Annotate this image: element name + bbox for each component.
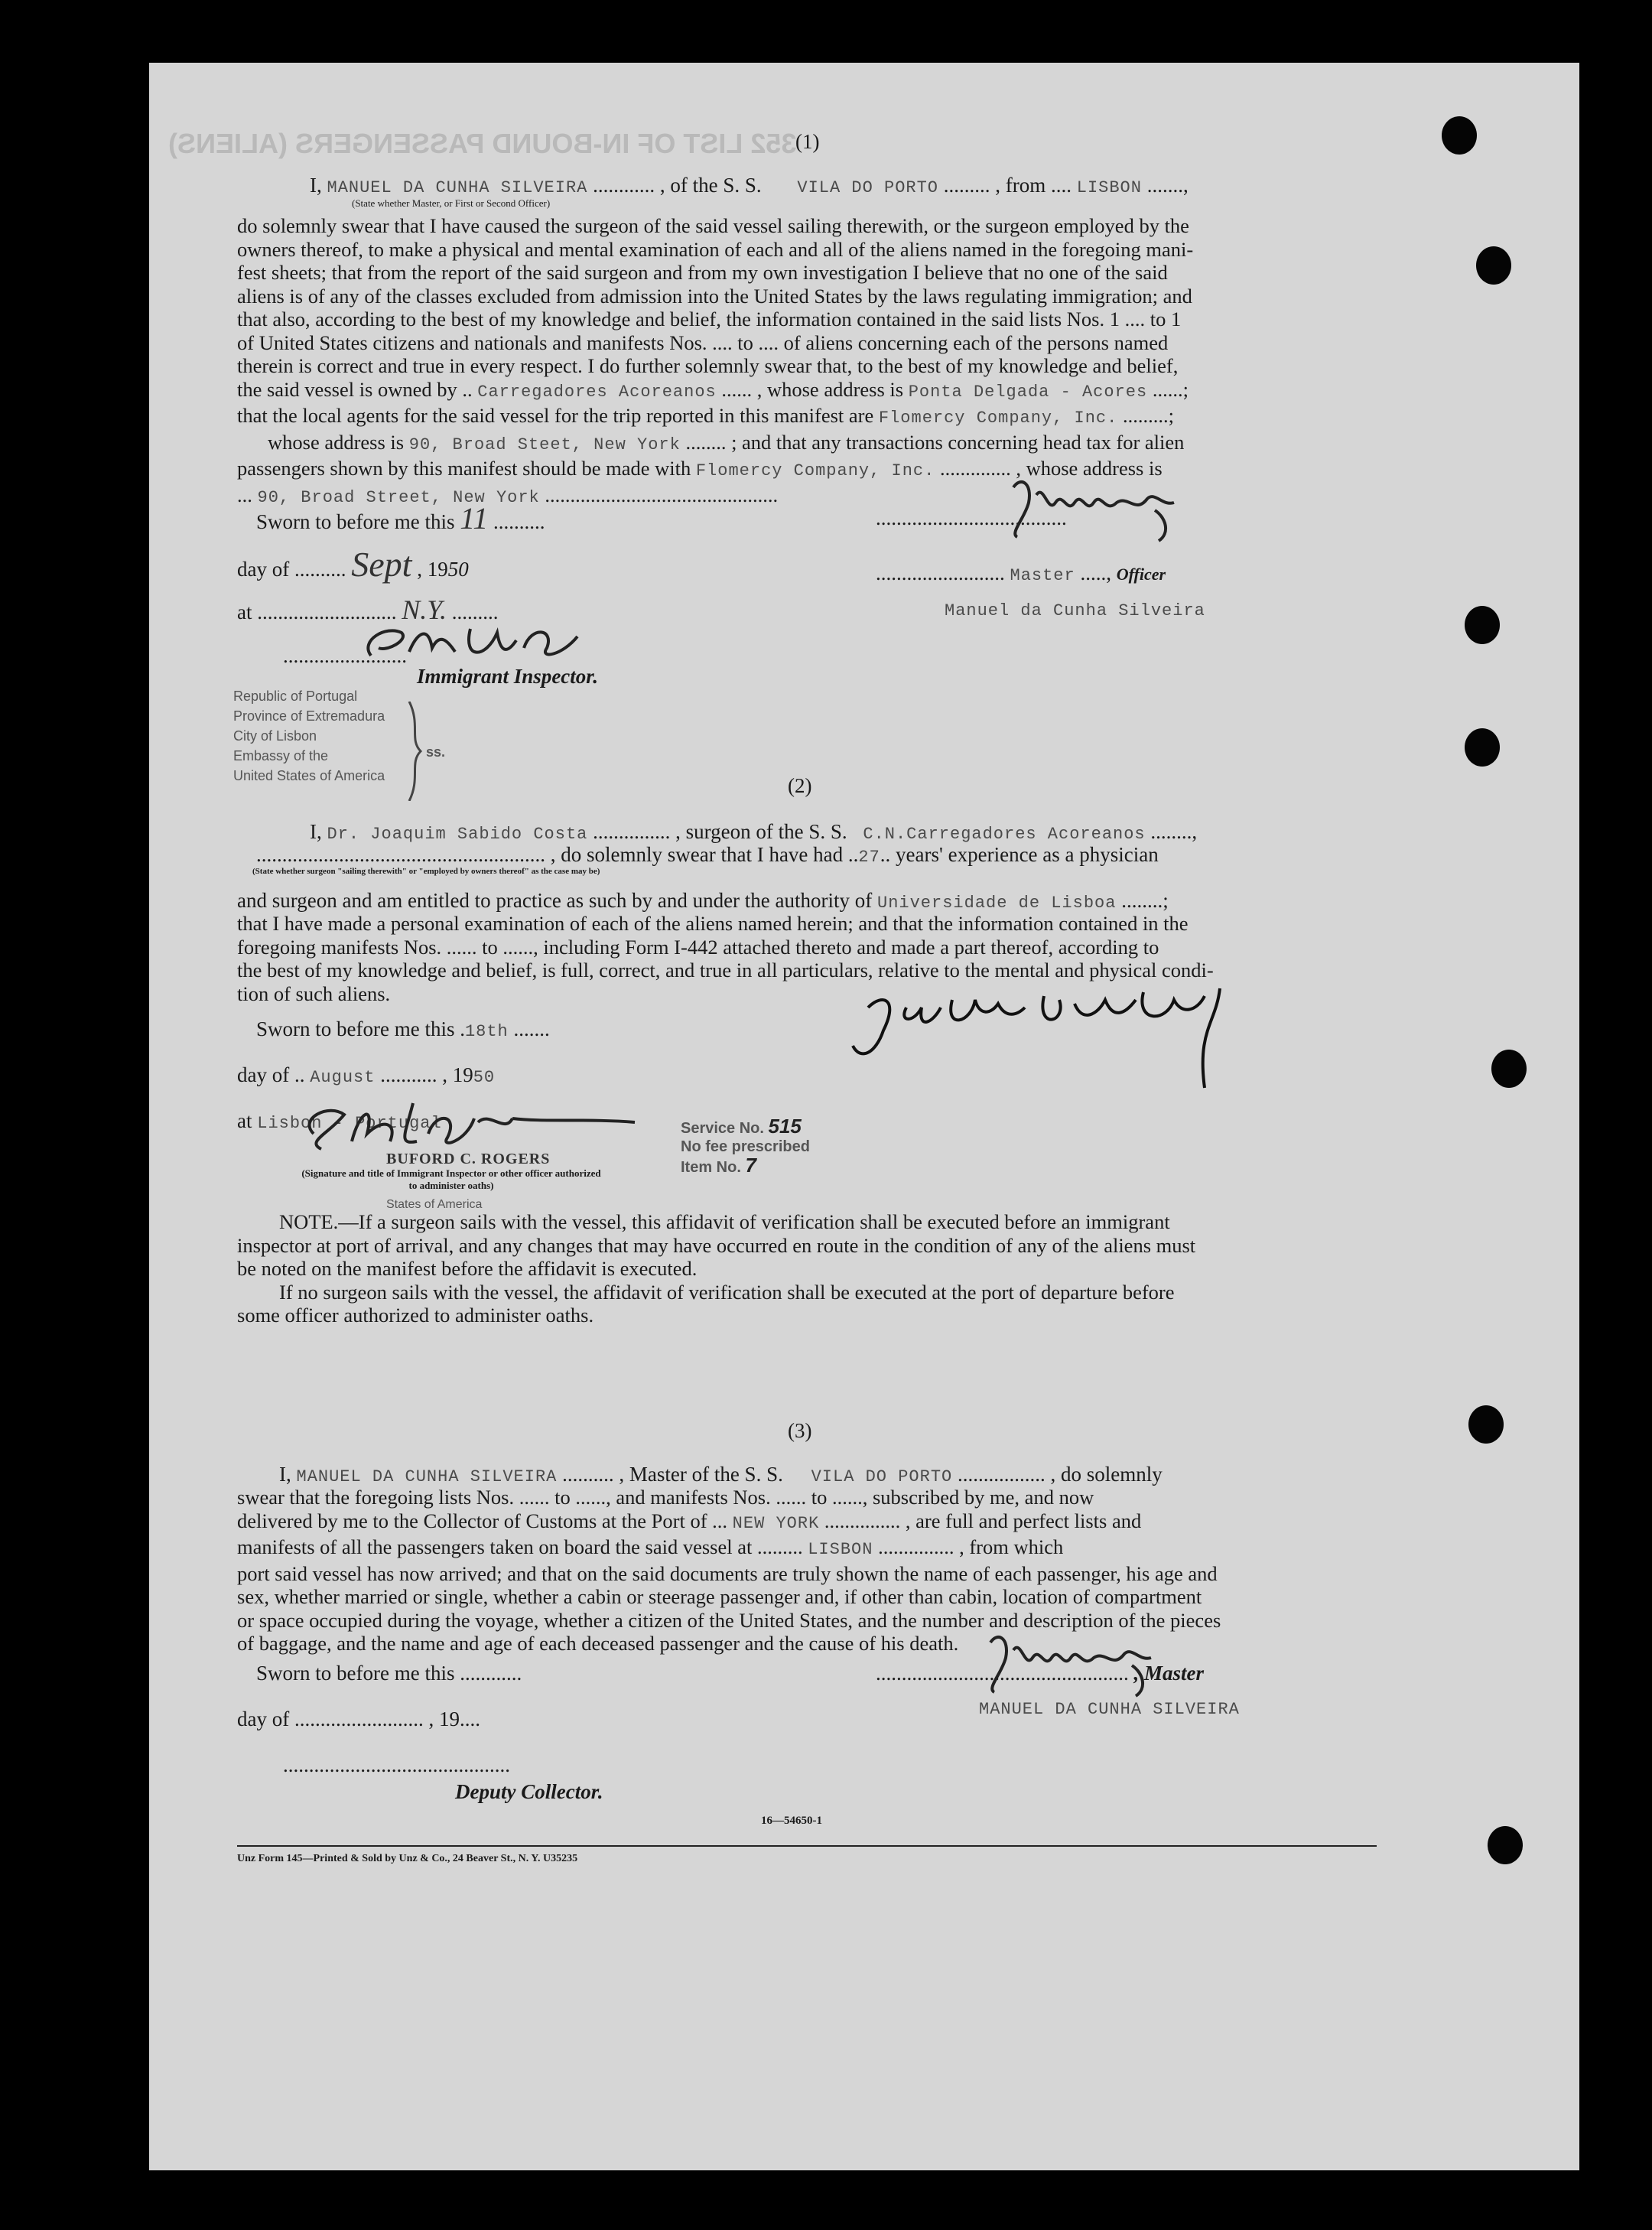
consul-name: BUFORD C. ROGERS bbox=[386, 1151, 551, 1167]
section-1-number: (1) bbox=[795, 130, 820, 153]
binder-hole bbox=[1442, 116, 1477, 155]
owner: Carregadores Acoreanos bbox=[477, 382, 717, 402]
form-code: 16—54650-1 bbox=[761, 1815, 822, 1827]
sec1-at: at ........................... N.Y. ......... bbox=[237, 594, 499, 625]
footer-rule bbox=[237, 1845, 1377, 1847]
consul-text: States of America bbox=[386, 1198, 483, 1211]
surgeon-state-note: (State whether surgeon "sailing therewith" or "employed by owners thereof" as the case may be) bbox=[252, 867, 600, 876]
sec2-body: that I have made a personal examination of each of the aliens named herein; and that the information contained in the foregoing manifests Nos. ...... to ......, including Form I-442 attached thereto and made a part thereof, according to the best of my knowledge and belief, is full, correct, and true in all particulars, relative to the mental and physical condi- tion of such aliens. bbox=[237, 912, 1214, 1005]
sec3-day-of: day of ......................... , 19.... bbox=[237, 1707, 480, 1730]
binder-hole bbox=[1468, 1405, 1504, 1444]
state-note: (State whether Master, or First or Second Officer) bbox=[352, 197, 551, 209]
surgeon-vessel: C.N.Carregadores Acoreanos bbox=[863, 825, 1146, 844]
sworn-place: N.Y. bbox=[402, 594, 447, 625]
sworn-day: 11 bbox=[460, 501, 489, 536]
surgeon-name: Dr. Joaquim Sabido Costa bbox=[327, 825, 588, 844]
sec1-day-of: day of .......... Sept , 1950 bbox=[237, 545, 469, 584]
surgeon-signature bbox=[837, 977, 1266, 1092]
sec3-sworn: Sworn to before me this ............ bbox=[256, 1662, 522, 1685]
master-signature-3 bbox=[979, 1627, 1163, 1700]
officer-dots: ..................................... bbox=[876, 506, 1067, 529]
stamp-bracket bbox=[405, 702, 428, 801]
binder-hole bbox=[1465, 728, 1500, 767]
agents: Flomercy Company, Inc. bbox=[878, 409, 1118, 428]
sec3-master-line: ................................................. , Master bbox=[876, 1662, 1205, 1685]
footer-text: Unz Form 145—Printed & Sold by Unz & Co., 24 Beaver St., N. Y. U35235 bbox=[237, 1853, 578, 1864]
head-tax-company: Flomercy Company, Inc. bbox=[695, 461, 935, 480]
officer-rank: Master bbox=[1010, 566, 1075, 585]
binder-hole bbox=[1476, 246, 1511, 285]
stamp-ss: ss. bbox=[426, 744, 446, 760]
sec2-sworn: Sworn to before me this .18th ....... bbox=[256, 1017, 550, 1041]
departure-port: LISBON bbox=[1076, 178, 1142, 197]
note-block: NOTE.—If a surgeon sails with the vessel, this affidavit of verification shall be executed before an immigrant inspector at port of arrival, and any changes that may have occurred en route in the condition of any of the aliens must be noted on the manifest before the affidavit is executed. If no surgeon sails with the vessel, the affidavit of verification shall be executed at the port of departure before some officer authorized to administer oaths. bbox=[237, 1210, 1196, 1327]
binder-hole bbox=[1488, 1826, 1523, 1864]
inspector-signature bbox=[356, 617, 600, 671]
arrival-port: NEW YORK bbox=[732, 1513, 820, 1533]
inspector-title: Immigrant Inspector. bbox=[417, 665, 599, 688]
sec3-master-name: MANUEL DA CUNHA SILVEIRA bbox=[296, 1467, 558, 1486]
sec2-sworn-day: 18th bbox=[464, 1022, 509, 1041]
sec1-inspector-line: ........................ bbox=[283, 644, 407, 667]
consul-signature-note: (Signature and title of Immigrant Inspector or other officer authorized to administer oaths) bbox=[301, 1167, 601, 1191]
officer-name: Manuel da Cunha Silveira bbox=[945, 601, 1205, 620]
vessel-name: VILA DO PORTO bbox=[797, 178, 939, 197]
sec2-at: at Lisbon - Portugal bbox=[237, 1109, 442, 1133]
authority: Universidade de Lisboa bbox=[877, 894, 1117, 913]
binder-hole bbox=[1491, 1050, 1527, 1088]
sec3-vessel: VILA DO PORTO bbox=[811, 1467, 953, 1486]
embassy-stamp: Republic of Portugal Province of Extremadura City of Lisbon Embassy of the United States of America bbox=[233, 689, 385, 783]
years-experience: 27 bbox=[858, 848, 880, 867]
section-2-number: (2) bbox=[788, 774, 812, 797]
officer-label: Officer bbox=[1116, 565, 1166, 584]
item-no: 7 bbox=[745, 1154, 756, 1177]
sec2-line-2: ........................................................ , do solemnly swear that I have had ..27.. years' experience as a physician bbox=[256, 843, 1159, 867]
service-no: 515 bbox=[768, 1115, 802, 1138]
no-fee: No fee prescribed bbox=[681, 1138, 810, 1155]
owner-address: Ponta Delgada - Acores bbox=[908, 382, 1148, 402]
section-3-number: (3) bbox=[788, 1419, 812, 1442]
sec2-place: Lisbon - Portugal bbox=[257, 1114, 442, 1133]
sec1-body: do solemnly swear that I have caused the surgeon of the said vessel sailing therewith, or the surgeon employed by the owners thereof, to make a physical and mental examination of each and all of the aliens named in the foregoing mani- fest sheets; that from the report of the said surgeon and from my own investigation I believe that no one of the said aliens is of any of the classes excluded from admission into the United States by the laws regulating immigration; and that also, according to the best of my knowledge and belief, the information contained in the said lists Nos. 1 .... to 1 of United States citizens and nationals and manifests Nos. .... to .... of aliens concerning each of the persons named therein is correct and true in every respect. I do further solemnly swear that, to the best of my knowledge and belief, the said vessel is owned by .. Carregadores Acoreanos ...... , whose address is Ponta Delgada - Acores ......; that the local agents for the said vessel for the trip reported in this manifest are Flomercy Company, Inc. .........; whose address is 90, Broad Steet, New York ........ ; and that any transactions concerning head tax for alien passengers shown by this manifest should be made with Flomercy Company, Inc. .............. , whose address is ... 90, Broad Street, New York .............................................. bbox=[237, 214, 1194, 507]
sec2-authority: and surgeon and am entitled to practice as such by and under the authority of Universidade de Lisboa ........; bbox=[237, 889, 1169, 913]
agents-address: 90, Broad Steet, New York bbox=[408, 435, 681, 454]
master-signature-1 bbox=[1002, 472, 1185, 545]
sec2-line-1: I, Dr. Joaquim Sabido Costa ............... , surgeon of the S. S. C.N.Carregadores Acoreanos ........, bbox=[310, 820, 1198, 844]
sec3-body: swear that the foregoing lists Nos. ...... to ......, and manifests Nos. ...... to ......, subscribed by me, and now delivered by me to the Collector of Customs at the Port of ... NEW YORK ............... , are full and perfect lists and manifests of all the passengers taken on board the said vessel at ......... LISBON ............... , from which port said vessel has now arrived; and that on the said documents are truly shown the name of each passenger, his age and sex, whether married or single, whether a cabin or steerage passenger and, if other than cabin, location of compartment or space occupied during the voyage, whether a citizen of the United States, and the number and description of the pieces of baggage, and the name and age of each deceased passenger and the cause of his death. bbox=[237, 1486, 1221, 1655]
head-tax-address: 90, Broad Street, New York bbox=[257, 487, 540, 507]
boarded-port: LISBON bbox=[808, 1540, 873, 1559]
collector-title: Deputy Collector. bbox=[455, 1780, 603, 1803]
master-name: MANUEL DA CUNHA SILVEIRA bbox=[327, 178, 588, 197]
sec3-master-name-typed: MANUEL DA CUNHA SILVEIRA bbox=[979, 1700, 1240, 1719]
sec3-line-1: I, MANUEL DA CUNHA SILVEIRA .......... , Master of the S. S. VILA DO PORTO ................. , do solemnly bbox=[279, 1463, 1163, 1486]
faded-header: 352 LIST OF IN-BOUND PASSENGERS (ALIENS) bbox=[168, 128, 797, 159]
consul-signature bbox=[283, 1088, 665, 1157]
sec2-month: August bbox=[310, 1068, 376, 1087]
officer-rank-line: ......................... Master ....., Officer bbox=[876, 562, 1166, 585]
binder-hole bbox=[1465, 606, 1500, 644]
sec1-line-1: I, MANUEL DA CUNHA SILVEIRA ............ , of the S. S. VILA DO PORTO ......... , from .... LISBON ......., bbox=[310, 174, 1189, 197]
sec2-day-of: day of .. August ........... , 1950 bbox=[237, 1063, 496, 1087]
manifest-page bbox=[149, 63, 1579, 2170]
sec3-collector-line: ............................................ bbox=[283, 1753, 510, 1776]
sec1-sworn: Sworn to before me this 11 .......... bbox=[256, 501, 545, 536]
sworn-month: Sept bbox=[351, 545, 412, 584]
service-stamp: Service No. 515 No fee prescribed Item No. 7 bbox=[681, 1115, 810, 1177]
